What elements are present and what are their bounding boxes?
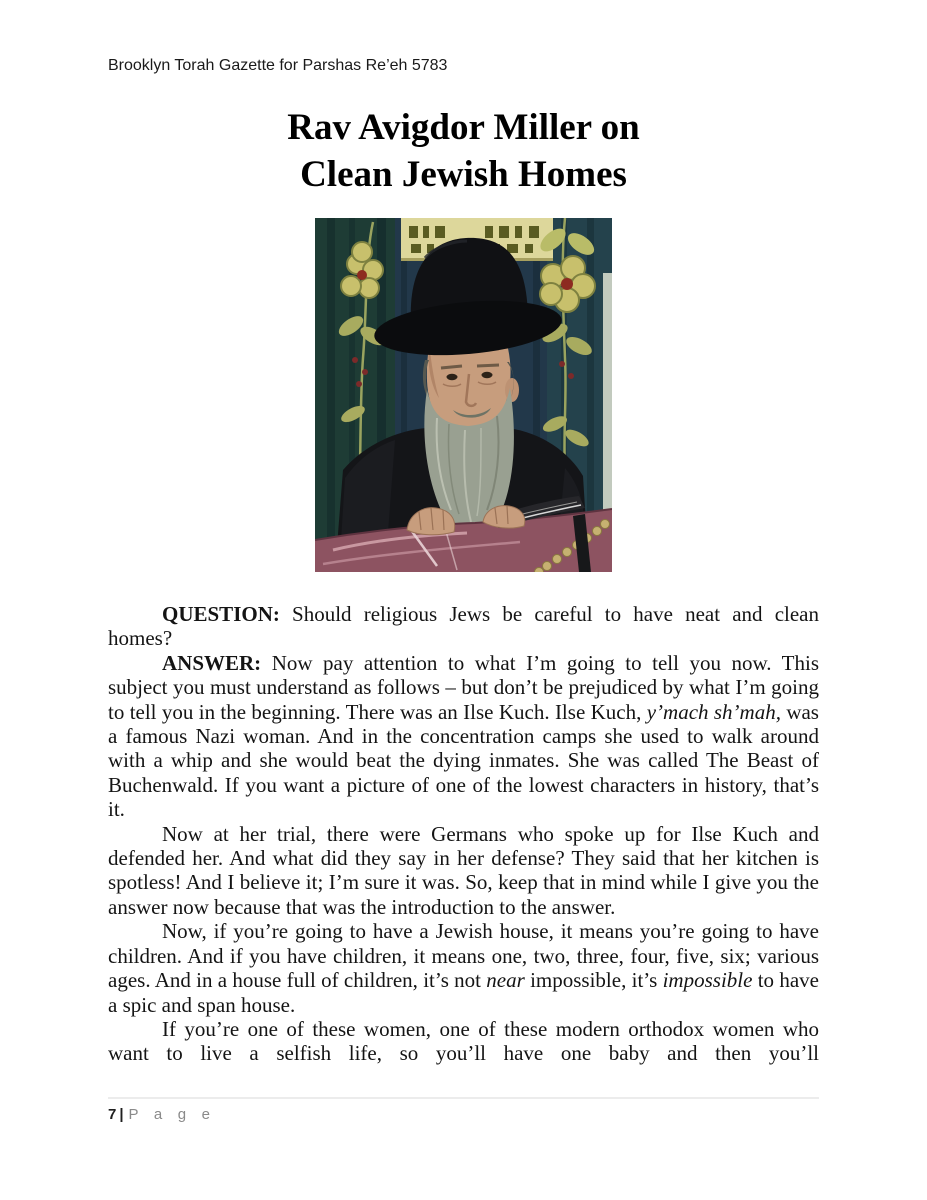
paragraph xyxy=(108,822,819,920)
paragraph xyxy=(108,602,819,651)
footer-page-label: P a g e xyxy=(128,1106,216,1123)
text-run: If you’re one of these women, one of these modern orthodox women who want to live a selfish life, so you’ll have one baby and then you’ll xyxy=(108,1016,819,1066)
paragraph xyxy=(108,919,819,1017)
text-run: was a famous Nazi woman. And in the concentration camps she used to walk around with a whip and she would beat the dying inmates. She was called The Beast of Buchenwald. If you want a picture of one of the lowest characters in history, that’s it. xyxy=(108,699,819,822)
running-header: Brooklyn Torah Gazette for Parshas Re’eh 5783 xyxy=(108,57,448,74)
text-run: to have a spic and span house. xyxy=(108,968,819,1017)
text-run: ANSWER: xyxy=(162,650,272,675)
text-run: QUESTION: xyxy=(162,602,293,626)
footer-page-number: 7 xyxy=(108,1106,117,1123)
text-run: Now at her trial, there were Germans who spoke up for Ilse Kuch and defended her. And what did they say in her defense? They said that her kitchen is spotless! And I believe it; I’m sure it was. So, keep that in mind while I give you the answer now because that was the introduction to the answer. xyxy=(108,821,819,919)
page-footer xyxy=(108,1106,216,1124)
text-run: impossible, it’s xyxy=(524,968,663,993)
text-run: Now pay attention to what I’m going to tell you now. This subject you must understand as follows – but don’t be prejudiced by what I’m going to tell you in the beginning. There was an Ilse Kuch. Ilse Kuch, xyxy=(108,650,819,724)
text-run: near xyxy=(486,968,525,993)
page-title xyxy=(0,104,927,198)
rav-portrait-photo xyxy=(315,218,612,572)
page-title-line-1: Rav Avigdor Miller on xyxy=(287,107,640,148)
text-run: Now, if you’re going to have a Jewish house, it means you’re going to have children. And if you have children, it means one, two, three, four, five, six; various ages. And in a house full of children, it’s not xyxy=(108,919,819,993)
paragraph xyxy=(108,1017,819,1066)
page-title-line-2: Clean Jewish Homes xyxy=(300,154,627,195)
footer-divider xyxy=(108,1097,819,1099)
article xyxy=(108,602,819,1066)
paragraph xyxy=(108,651,819,822)
footer-separator: | xyxy=(119,1106,124,1123)
text-run: y’mach sh’mah, xyxy=(646,699,781,724)
text-run: Should religious Jews be careful to have neat and clean homes? xyxy=(108,602,820,651)
text-run: impossible xyxy=(662,968,753,993)
